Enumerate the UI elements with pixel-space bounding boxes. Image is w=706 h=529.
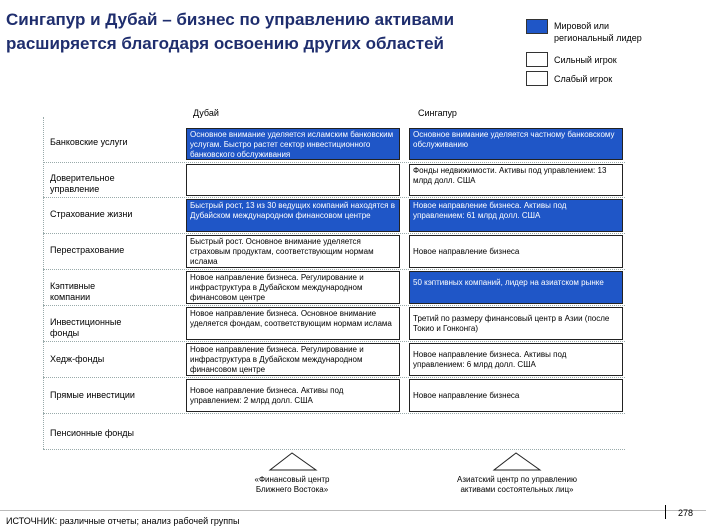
callout-singapore: Азиатский центр по управлению активами состоятельных лиц»: [457, 475, 577, 494]
cell-banking-singapore: Основное внимание уделяется частному банковскому обслуживанию: [409, 128, 623, 160]
row-label-private-equity: Прямые инвестиции: [50, 390, 135, 400]
legend-label-leader: Мировой или региональный лидер: [554, 21, 642, 43]
cell-trust-singapore: Фонды недвижимости. Активы под управлением: 13 млрд долл. США: [409, 164, 623, 196]
cell-banking-dubai: Основное внимание уделяется исламским банковским услугам. Быстро растет сектор инвестиционного банковского обслуживания: [186, 128, 400, 160]
column-header-singapore: Сингапур: [418, 108, 457, 118]
row-label-life-insurance: Страхование жизни: [50, 209, 133, 219]
cell-private-equity-singapore: Новое направление бизнеса: [409, 379, 623, 412]
cell-private-equity-dubai: Новое направление бизнеса. Активы под управлением: 2 млрд долл. США: [186, 379, 400, 412]
cell-hedge-funds-dubai: Новое направление бизнеса. Регулирование и инфраструктура в Дубайском международном финансовом центре: [186, 343, 400, 376]
legend-label-weak: Слабый игрок: [554, 74, 613, 84]
cell-reinsurance-singapore: Новое направление бизнеса: [409, 235, 623, 268]
callout-dubai: «Финансовый центр Ближнего Востока»: [254, 475, 330, 494]
row-label-pension-funds: Пенсионные фонды: [50, 428, 134, 438]
page-number: 278: [678, 508, 694, 518]
cell-hedge-funds-singapore: Новое направление бизнеса. Активы под управлением: 6 млрд долл. США: [409, 343, 623, 376]
source-note: ИСТОЧНИК: различные отчеты; анализ рабочей группы: [6, 516, 240, 526]
callout-arrow-singapore: [494, 453, 540, 470]
cell-captive-dubai: Новое направление бизнеса. Регулирование и инфраструктура в Дубайском международном финансовом центре: [186, 271, 400, 304]
row-label-trust: Доверительное управление: [50, 173, 115, 195]
row-label-investment-funds: Инвестиционные фонды: [50, 317, 122, 339]
cell-reinsurance-dubai: Быстрый рост. Основное внимание уделяется страховым продуктам, соответствующим нормам ислама: [186, 235, 400, 268]
footer-rule: [0, 510, 706, 511]
legend-label-strong: Сильный игрок: [554, 55, 617, 65]
cell-life-insurance-dubai: Быстрый рост, 13 из 30 ведущих компаний находятся в Дубайском международном финансовом центре: [186, 199, 400, 232]
cell-captive-singapore: 50 кэптивных компаний, лидер на азиатском рынке: [409, 271, 623, 304]
page-number-bar: [665, 505, 666, 519]
cell-investment-funds-singapore: Третий по размеру финансовый центр в Азии (после Токио и Гонконга): [409, 307, 623, 340]
row-label-hedge-funds: Хедж-фонды: [50, 354, 105, 364]
cell-investment-funds-dubai: Новое направление бизнеса. Основное внимание уделяется фондам, соответствующим нормам ислама: [186, 307, 400, 340]
column-header-dubai: Дубай: [193, 108, 219, 118]
row-label-reinsurance: Перестрахование: [50, 245, 125, 255]
row-label-banking: Банковские услуги: [50, 137, 128, 147]
cell-life-insurance-singapore: Новое направление бизнеса. Активы под управлением: 61 млрд долл. США: [409, 199, 623, 232]
callout-arrow-dubai: [270, 453, 316, 470]
page-title: Сингапур и Дубай – бизнес по управлению активами расширяется благодаря освоению других областей: [6, 10, 455, 54]
row-label-captive: Кэптивные компании: [50, 281, 96, 303]
